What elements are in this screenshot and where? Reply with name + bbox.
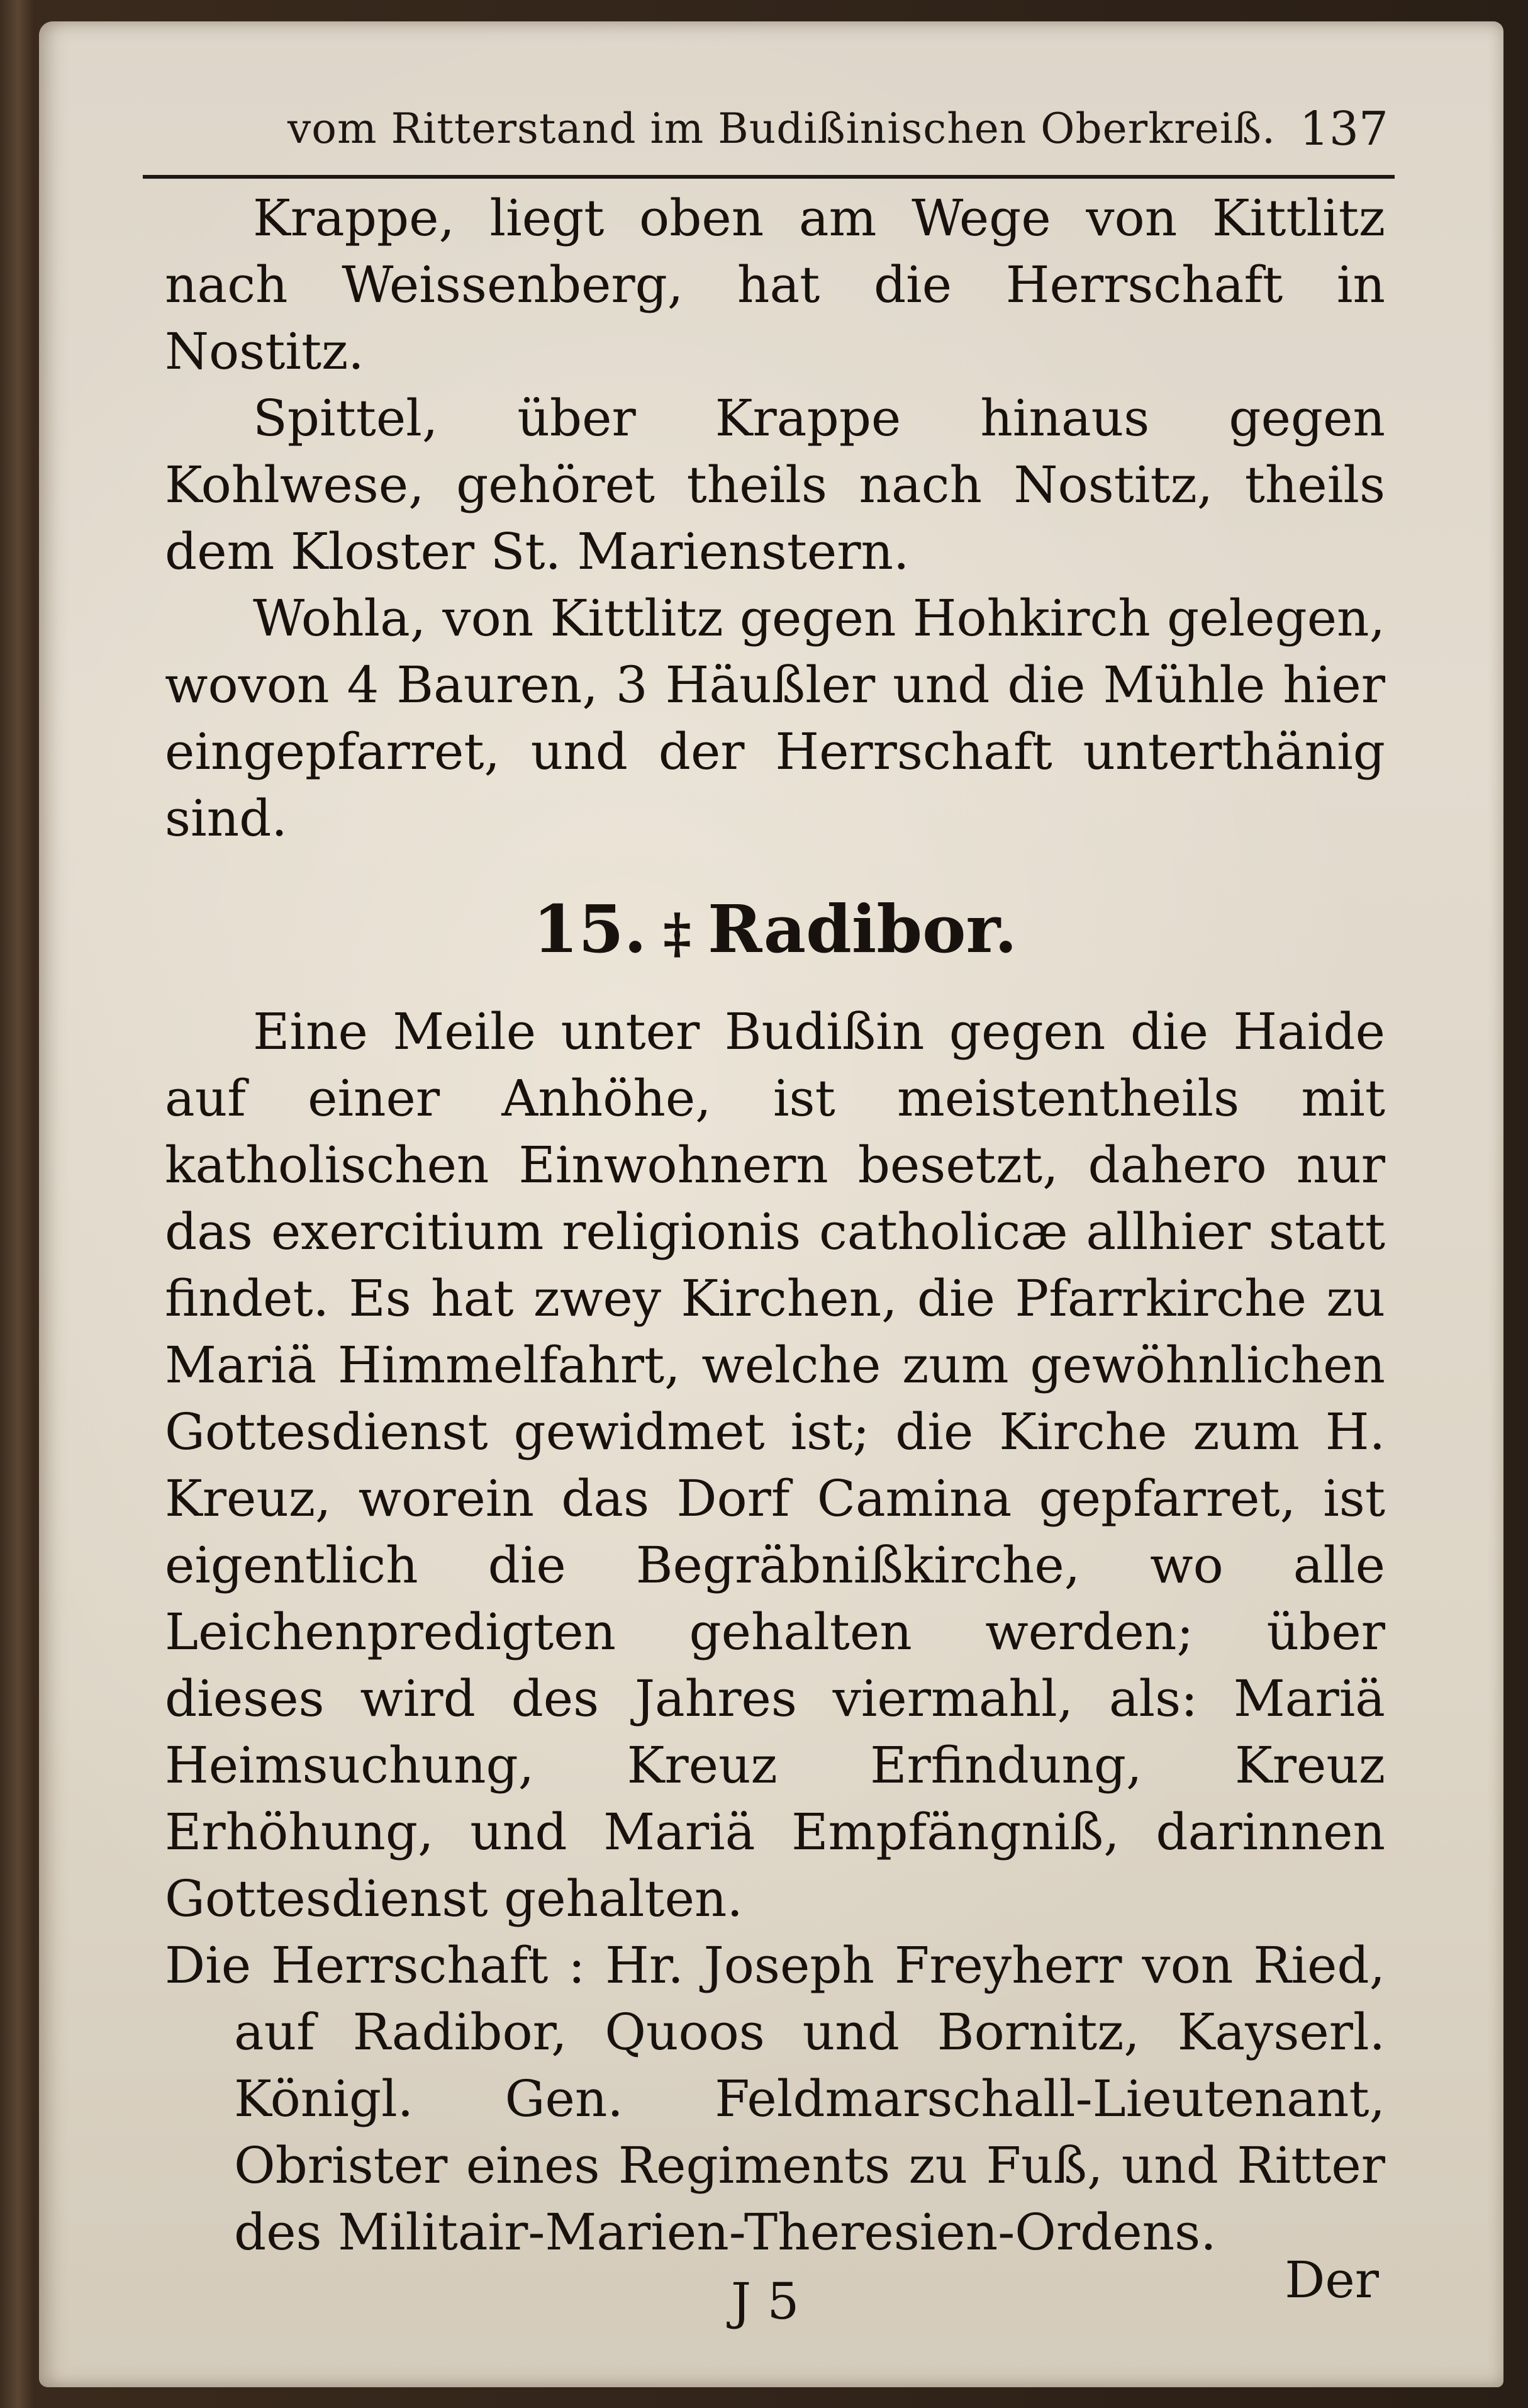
entry-spittel: Spittel, über Krappe hinaus gegen Kohlwese, gehöret theils nach Nostitz, theils dem Kloster St. Marienstern.: [165, 389, 1385, 581]
section-title: Radibor.: [707, 890, 1017, 968]
running-head: vom Ritterstand im Budißinischen Oberkreiß.: [287, 104, 1276, 153]
section-heading: [165, 888, 1385, 975]
double-dagger-icon: ‡: [662, 902, 691, 965]
page-body: [165, 185, 1385, 2338]
herrschaft-entry: [165, 1932, 1385, 2266]
section-description: Eine Meile unter Budißin gegen die Haide auf einer Anhöhe, ist meistentheils mit katholischen Einwohnern besetzt, dahero nur das exercitium religionis catholicæ allhier statt findet. Es hat zwey Kirchen, die Pfarrkirche zu Mariä Himmelfahrt, welche zum gewöhnlichen Gottesdienst gewidmet ist; die Kirche zum H. Kreuz, worein das Dorf Camina gepfarret, ist eigentlich die Begräbnißkirche, wo alle Leichenpredigten gehalten werden; über dieses wird des Jahres viermahl, als: Mariä Heimsuchung, Kreuz Erfindung, Kreuz Erhöhung, und Mariä Empfängniß, darinnen Gottesdienst gehalten.: [165, 1002, 1385, 1928]
entry-wohla: Wohla, von Kittlitz gegen Hohkirch gelegen, wovon 4 Bauren, 3 Häußler und die Mühle hier eingepfarret, und der Herrschaft unterthänig sind.: [165, 589, 1385, 848]
page-number: 137: [1299, 102, 1388, 156]
page-footer: [165, 2251, 1385, 2338]
book-page: [39, 21, 1503, 2387]
entry-krappe: Krappe, liegt oben am Wege von Kittlitz nach Weissenberg, hat die Herrschaft in Nostitz.: [165, 189, 1385, 381]
page-header: [143, 97, 1395, 179]
signature-mark: J 5: [731, 2272, 800, 2331]
catchword: Der: [1285, 2251, 1379, 2309]
header-rule: [143, 175, 1395, 179]
section-number: 15.: [533, 890, 647, 968]
herrschaft-text: Hr. Joseph Freyherr von Ried, auf Radibor, Quoos und Bornitz, Kayserl. Königl. Gen. Feldmarschall-Lieutenant, Obrister eines Regiments zu Fuß, und Ritter des Militair-Marien-Theresien-Ordens.: [234, 1936, 1386, 2261]
herrschaft-label: Die Herrschaft :: [165, 1936, 586, 1995]
